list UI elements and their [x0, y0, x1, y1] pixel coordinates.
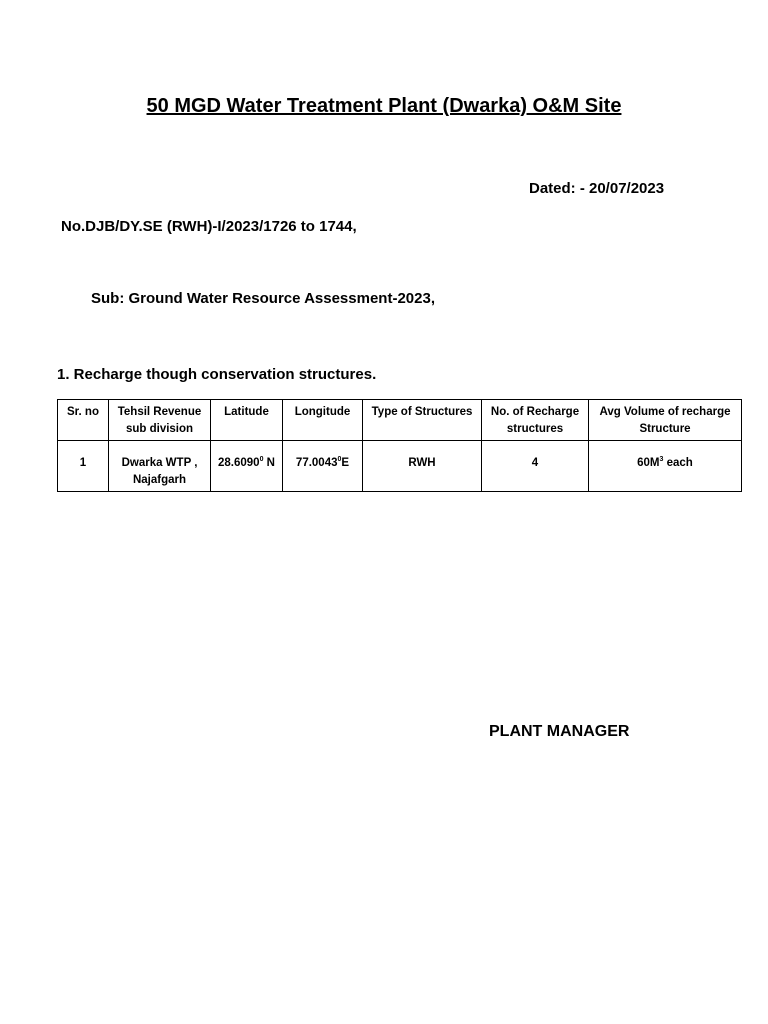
cell-sr-no: 1	[58, 441, 109, 492]
header-sr-no: Sr. no	[58, 400, 109, 441]
page-title: 50 MGD Water Treatment Plant (Dwarka) O&M Site	[146, 95, 622, 117]
date-line: Dated: - 20/07/2023	[529, 180, 665, 197]
section-heading: 1. Recharge though conservation structures.	[57, 366, 377, 383]
cell-volume	[589, 441, 742, 492]
latitude-value: 28.6090	[218, 457, 260, 469]
longitude-degree: 0	[337, 456, 342, 464]
volume-exponent: 3	[659, 456, 664, 464]
reference-number: No.DJB/DY.SE (RWH)-I/2023/1726 to 1744,	[61, 218, 357, 235]
latitude-degree: 0	[259, 456, 264, 464]
cell-count: 4	[482, 441, 589, 492]
volume-value: 60M	[637, 457, 660, 469]
latitude-direction: N	[263, 457, 275, 469]
header-type: Type of Structures	[363, 400, 482, 441]
header-tehsil: Tehsil Revenue sub division	[109, 400, 211, 441]
volume-suffix: each	[663, 457, 693, 469]
longitude-value: 77.0043	[295, 457, 338, 469]
cell-longitude	[283, 441, 363, 492]
table-row	[58, 441, 742, 492]
longitude-direction: E	[341, 457, 350, 469]
cell-type: RWH	[363, 441, 482, 492]
cell-latitude	[211, 441, 283, 492]
header-volume: Avg Volume of recharge Structure	[589, 400, 742, 441]
header-latitude: Latitude	[211, 400, 283, 441]
recharge-structures-table	[57, 399, 742, 492]
header-count: No. of Recharge structures	[482, 400, 589, 441]
signature-title: PLANT MANAGER	[489, 723, 630, 740]
cell-tehsil: Dwarka WTP , Najafgarh	[109, 441, 211, 492]
subject-line: Sub: Ground Water Resource Assessment-2023,	[91, 290, 435, 307]
header-longitude: Longitude	[283, 400, 363, 441]
table-header-row	[58, 400, 742, 441]
